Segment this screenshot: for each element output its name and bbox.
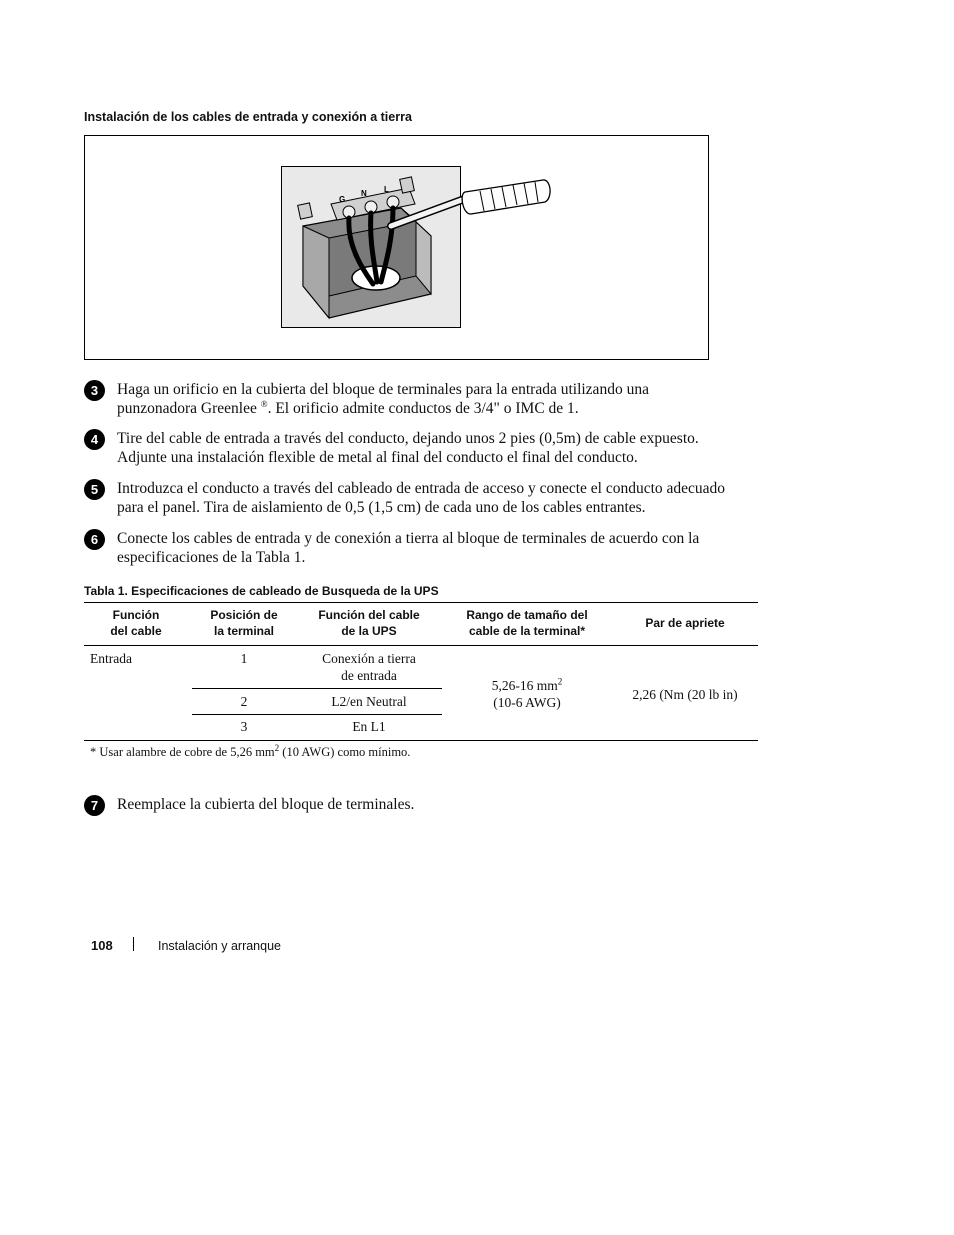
screwdriver-illustration: [385, 178, 555, 238]
terminal-label-l: L: [384, 185, 389, 194]
cell-position-2: 2: [240, 694, 248, 709]
step-number-badge: 4: [84, 429, 105, 450]
table-bottom-rule: [84, 740, 758, 741]
step-line: Tire del cable de entrada a través del conducto, dejando unos 2 pies (0,5m) de cable expuesto.: [117, 430, 699, 447]
terminal-label-n: N: [361, 189, 367, 198]
step-text: [117, 479, 762, 517]
step-4: [84, 429, 764, 469]
step-line: Haga un orificio en la cubierta del bloque de terminales para la entrada utilizando una: [117, 381, 649, 398]
header-torque: Par de apriete: [645, 616, 725, 630]
step-text: [117, 795, 762, 814]
step-7: [84, 795, 764, 817]
step-line: Introduzca el conducto a través del cableado de entrada de acceso y conecte el conducto adecuado: [117, 480, 726, 497]
step-number-badge: 5: [84, 479, 105, 500]
table-header-rule: [84, 645, 758, 646]
header-ups-cable-function: Función del cable de la UPS: [318, 608, 420, 638]
figure-caption: Instalación de los cables de entrada y conexión a tierra: [84, 110, 412, 124]
header-terminal-position: Posición de la terminal: [210, 608, 278, 638]
header-cable-function: Función del cable: [110, 608, 162, 638]
footer-section: Instalación y arranque: [158, 939, 281, 953]
step-line: punzonadora Greenlee ®. El orificio admite conductos de 3/4" o IMC de 1.: [117, 398, 579, 417]
step-line: para el panel. Tira de aislamiento de 0,5 (1,5 cm) de cada uno de los cables entrantes.: [117, 499, 646, 516]
cell-size-range: 5,26-16 $mm^2$ (10-6 AWG): [491, 676, 563, 710]
registered-mark: ®: [260, 398, 268, 409]
table-title: Tabla 1. Especificaciones de cableado de Busqueda de la UPS: [84, 584, 439, 598]
step-6: [84, 529, 764, 569]
cell-position-1: 1: [240, 651, 248, 666]
table-footnote: * Usar alambre de cobre de 5,26 $mm^2$ (10 AWG) como mínimo.: [90, 742, 411, 759]
step-number-badge: 3: [84, 380, 105, 401]
footer-separator: [133, 937, 134, 951]
cell-torque: 2,26 (Nm (20 lb in): [632, 687, 738, 702]
step-line: Reemplace la cubierta del bloque de terminales.: [117, 796, 415, 813]
cell-ups-function-2: L2/en Neutral: [331, 694, 407, 709]
step-text: [117, 429, 762, 467]
table-row-rule: [192, 688, 442, 689]
step-number-badge: 6: [84, 529, 105, 550]
cell-cable-function: Entrada: [90, 651, 132, 666]
step-line: Adjunte una instalación flexible de metal al final del conducto el final del conducto.: [117, 449, 638, 466]
step-number-badge: 7: [84, 795, 105, 816]
header-size-range: Rango de tamaño del cable de la terminal*: [466, 608, 588, 638]
figure-frame: [84, 135, 709, 360]
step-text: [117, 529, 762, 567]
page-number: 108: [91, 938, 113, 953]
terminal-label-g: G: [339, 195, 346, 204]
cell-ups-function-3: En L1: [352, 719, 386, 734]
step-3: [84, 380, 764, 420]
step-5: [84, 479, 764, 519]
cell-ups-function-1: Conexión a tierra de entrada: [322, 651, 416, 683]
table-top-rule: [84, 602, 758, 603]
step-line: Conecte los cables de entrada y de conexión a tierra al bloque de terminales de acuerdo con la: [117, 530, 700, 547]
step-text: [117, 380, 762, 418]
step-line: especificaciones de la Tabla 1.: [117, 549, 306, 566]
table-row-rule: [192, 714, 442, 715]
cell-position-3: 3: [240, 719, 248, 734]
